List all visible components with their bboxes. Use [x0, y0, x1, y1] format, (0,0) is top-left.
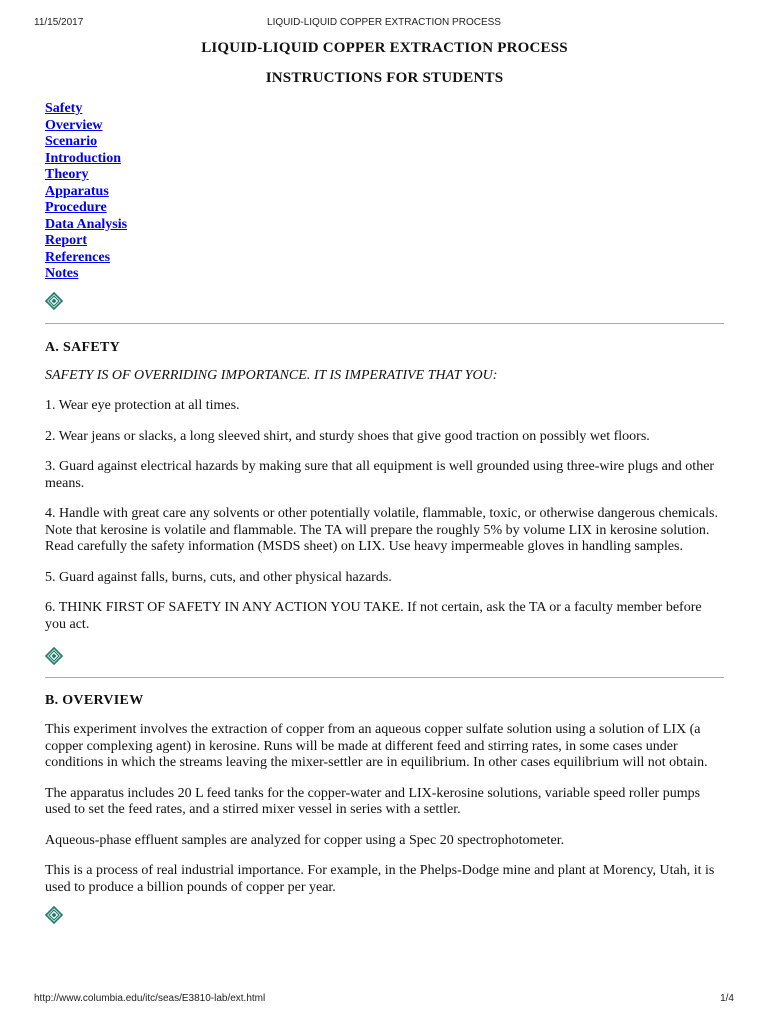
print-date: 11/15/2017 [34, 17, 84, 28]
doc-title: LIQUID-LIQUID COPPER EXTRACTION PROCESS [201, 40, 568, 56]
diamond-nav-icon[interactable] [45, 292, 63, 310]
safety-item: 2. Wear jeans or slacks, a long sleeved shirt, and sturdy shoes that give good traction on possibly wet floors. [45, 428, 650, 444]
toc-link-report[interactable]: Report [45, 233, 87, 248]
safety-item: 3. Guard against electrical hazards by making sure that all equipment is well grounded using three-wire plugs and other means. [45, 459, 715, 491]
toc-link-safety[interactable]: Safety [45, 101, 83, 116]
toc-link-references[interactable]: References [45, 249, 111, 265]
toc-link-procedure[interactable]: Procedure [45, 200, 107, 215]
diamond-nav-icon[interactable] [45, 906, 63, 924]
overview-paragraph: Aqueous-phase effluent samples are analyzed for copper using a Spec 20 spectrophotometer. [45, 832, 565, 848]
section-divider [45, 323, 724, 324]
section-divider [45, 677, 724, 678]
toc-link-scenario[interactable]: Scenario [45, 134, 98, 149]
print-header [34, 17, 734, 31]
print-title: LIQUID-LIQUID COPPER EXTRACTION PROCESS [267, 17, 501, 28]
overview-paragraph: This experiment involves the extraction of copper from an aqueous copper sulfate solution using a solution of LIX (a copper complexing agent) in kerosine. Runs will be made at different feed and stirring rates, in some cases under conditions in which the streams leaving the mixer-settler are in equilibrium. In other cases equilibrium will not obtain. [45, 722, 708, 770]
doc-subtitle: INSTRUCTIONS FOR STUDENTS [265, 70, 504, 86]
section-heading-safety: A. SAFETY [45, 339, 121, 355]
diamond-nav-icon[interactable] [45, 647, 63, 665]
overview-paragraph: This is a process of real industrial importance. For example, in the Phelps-Dodge mine and plant at Morency, Utah, it is used to produce a billion pounds of copper per year. [45, 863, 715, 895]
print-url: http://www.columbia.edu/itc/seas/E3810-lab/ext.html [34, 993, 266, 1004]
safety-item: 5. Guard against falls, burns, cuts, and other physical hazards. [45, 569, 392, 585]
section-heading-overview: B. OVERVIEW [45, 693, 144, 708]
table-of-contents [45, 101, 724, 283]
safety-item: 4. Handle with great care any solvents or other potentially volatile, flammable, toxic, or otherwise dangerous chemicals. Note that kerosine is volatile and flammable. The TA will prepare the roughly 5% by volume LIX in kerosine solution. Read carefully the safety information (MSDS sheet) on LIX. Use heavy impermeable gloves in handling samples. [45, 506, 718, 554]
toc-link-introduction[interactable]: Introduction [45, 150, 121, 166]
document-body [45, 40, 724, 924]
overview-paragraph: The apparatus includes 20 L feed tanks for the copper-water and LIX-kerosine solutions, variable speed roller pumps used to set the feed rates, and a stirred mixer vessel in series with a settler. [45, 785, 701, 817]
print-footer [34, 993, 734, 1007]
safety-intro: SAFETY IS OF OVERRIDING IMPORTANCE. IT IS IMPERATIVE THAT YOU: [45, 367, 498, 383]
toc-link-overview[interactable]: Overview [45, 117, 103, 133]
toc-link-data-analysis[interactable]: Data Analysis [45, 216, 128, 232]
toc-link-theory[interactable]: Theory [45, 167, 89, 182]
safety-item: 1. Wear eye protection at all times. [45, 398, 240, 413]
toc-link-apparatus[interactable]: Apparatus [45, 183, 109, 199]
print-page-number: 1/4 [720, 993, 734, 1004]
safety-item: 6. THINK FIRST OF SAFETY IN ANY ACTION YOU TAKE. If not certain, ask the TA or a faculty member before you act. [45, 600, 702, 632]
toc-link-notes[interactable]: Notes [45, 266, 79, 281]
